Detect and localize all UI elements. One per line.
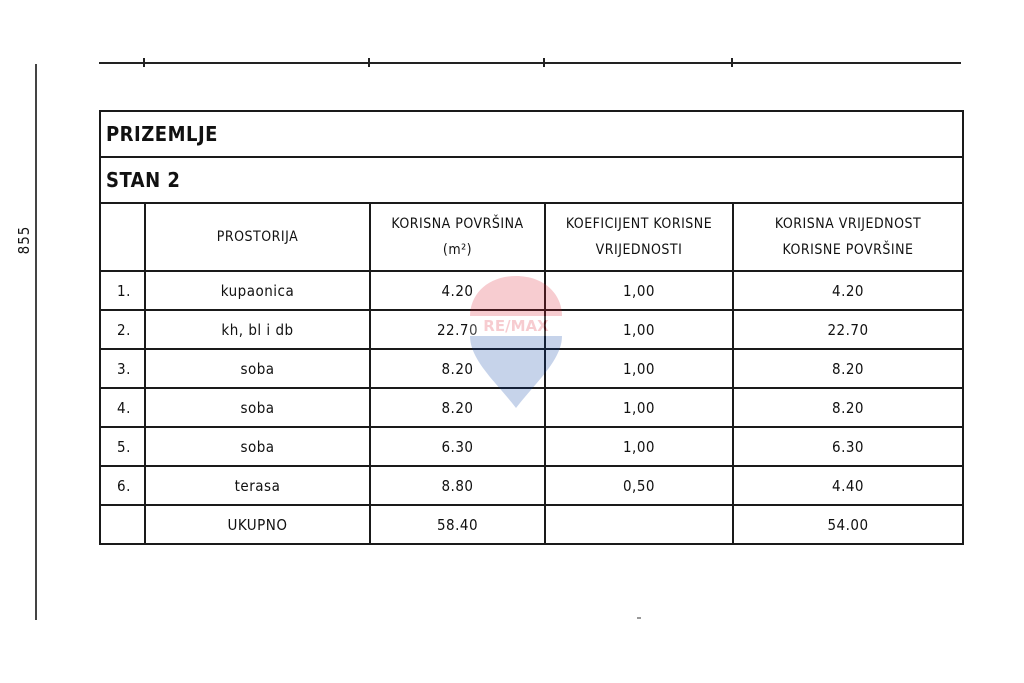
row-room: soba xyxy=(145,349,370,388)
balloon-top-band xyxy=(470,276,562,316)
row-number: 3. xyxy=(100,349,145,388)
total-row xyxy=(100,505,963,544)
unit-row xyxy=(100,157,963,203)
header-coef-line1: KOEFICIJENT KORISNE xyxy=(565,216,713,232)
row-value: 4.40 xyxy=(733,466,963,505)
header-row xyxy=(100,203,963,271)
row-coefficient: 1,00 xyxy=(545,349,733,388)
row-value: 8.20 xyxy=(733,349,963,388)
header-coef-line2: VRIJEDNOSTI xyxy=(595,242,683,258)
row-room: kupaonica xyxy=(145,271,370,310)
row-room: kh, bl i db xyxy=(145,310,370,349)
total-number xyxy=(100,505,145,544)
header-number xyxy=(100,203,145,271)
header-value-line1: KORISNA VRIJEDNOST xyxy=(774,216,922,232)
row-coefficient: 1,00 xyxy=(545,427,733,466)
row-area: 6.30 xyxy=(370,427,545,466)
row-number: 1. xyxy=(100,271,145,310)
floor-row xyxy=(100,111,963,157)
row-room: soba xyxy=(145,427,370,466)
total-coefficient xyxy=(545,505,733,544)
row-coefficient: 1,00 xyxy=(545,388,733,427)
header-area-line1: KORISNA POVRŠINA xyxy=(391,216,524,232)
total-label: UKUPNO xyxy=(145,505,370,544)
total-area: 58.40 xyxy=(370,505,545,544)
table-row xyxy=(100,466,963,505)
row-room: terasa xyxy=(145,466,370,505)
row-value: 6.30 xyxy=(733,427,963,466)
top-rule-tick xyxy=(368,58,370,67)
row-area: 4.20 xyxy=(370,271,545,310)
row-number: 5. xyxy=(100,427,145,466)
header-value-line2: KORISNE POVRŠINE xyxy=(782,242,914,258)
row-area: 8.80 xyxy=(370,466,545,505)
header-area xyxy=(370,203,545,271)
top-rule-tick xyxy=(543,58,545,67)
header-coefficient xyxy=(545,203,733,271)
row-area: 8.20 xyxy=(370,388,545,427)
floor-title: PRIZEMLJE xyxy=(100,111,963,157)
row-number: 6. xyxy=(100,466,145,505)
row-area: 8.20 xyxy=(370,349,545,388)
row-value: 8.20 xyxy=(733,388,963,427)
row-number: 2. xyxy=(100,310,145,349)
balloon-bottom-band xyxy=(470,336,562,408)
header-area-line2: (m²) xyxy=(442,242,473,258)
dimension-label: 855 xyxy=(15,225,33,255)
header-room: PROSTORIJA xyxy=(145,203,370,271)
row-coefficient: 0,50 xyxy=(545,466,733,505)
row-coefficient: 1,00 xyxy=(545,271,733,310)
corner-mark xyxy=(637,617,641,619)
top-table-rule xyxy=(99,62,961,64)
unit-title: STAN 2 xyxy=(100,157,963,203)
table-row xyxy=(100,427,963,466)
row-room: soba xyxy=(145,388,370,427)
watermark-text: RE/MAX xyxy=(483,317,549,335)
row-area: 22.70 xyxy=(370,310,545,349)
total-value: 54.00 xyxy=(733,505,963,544)
row-value: 4.20 xyxy=(733,271,963,310)
row-value: 22.70 xyxy=(733,310,963,349)
remax-balloon-watermark xyxy=(466,272,566,412)
top-rule-tick xyxy=(731,58,733,67)
dimension-line xyxy=(35,64,37,620)
row-coefficient: 1,00 xyxy=(545,310,733,349)
header-value xyxy=(733,203,963,271)
row-number: 4. xyxy=(100,388,145,427)
top-rule-tick xyxy=(143,58,145,67)
